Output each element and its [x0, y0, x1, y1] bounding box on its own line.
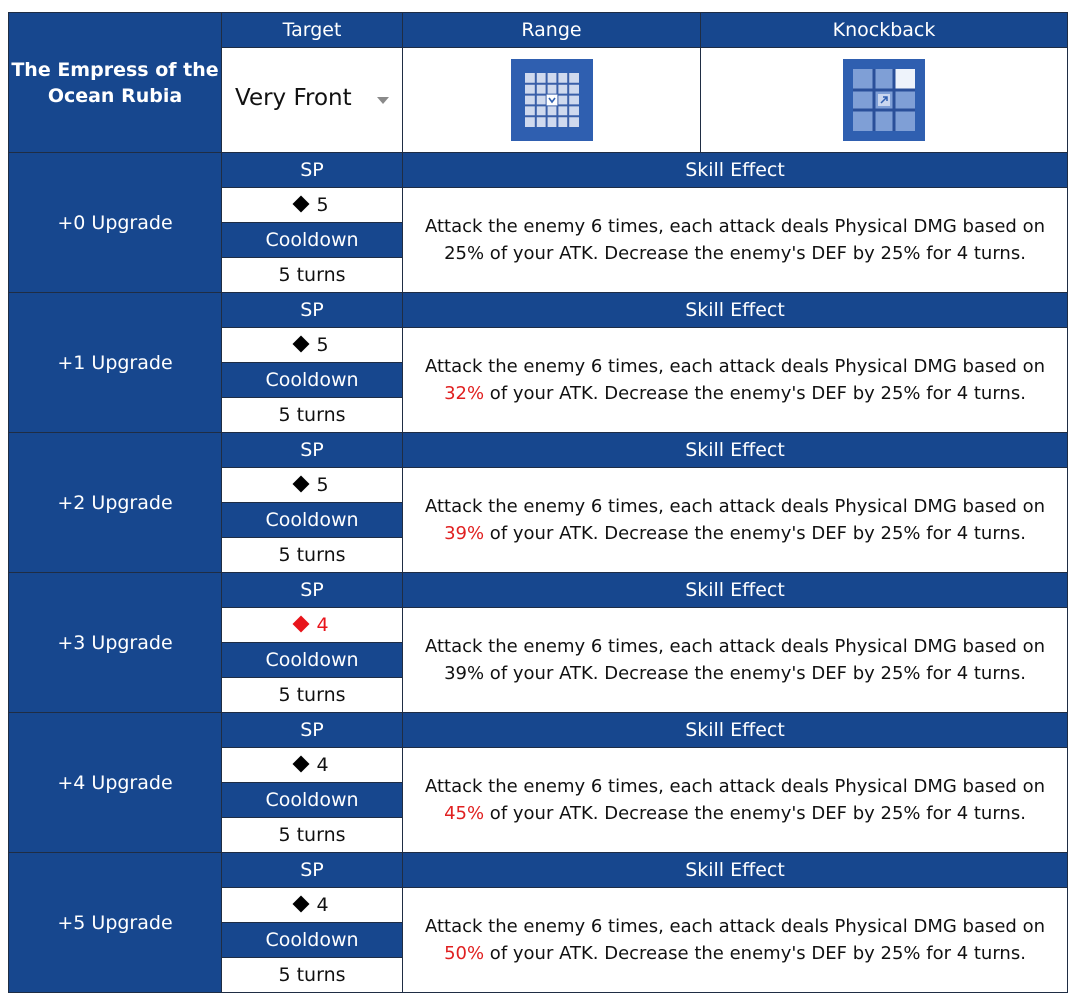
skill-effect-text: Attack the enemy 6 times, each attack deals Physical DMG based on 32% of your ATK. Decrease the enemy's DEF by 25% for 4 turns. — [403, 328, 1068, 433]
skill-effect-text: Attack the enemy 6 times, each attack deals Physical DMG based on 45% of your ATK. Decrease the enemy's DEF by 25% for 4 turns. — [403, 748, 1068, 853]
cooldown-value: 5 turns — [222, 258, 403, 293]
cooldown-header: Cooldown — [222, 363, 403, 398]
sp-value-cell — [222, 608, 403, 643]
sp-value: 5 — [316, 334, 329, 356]
cooldown-value: 5 turns — [222, 818, 403, 853]
target-header: Target — [222, 13, 403, 48]
sp-header: SP — [222, 853, 403, 888]
knockback-cell — [701, 48, 1068, 153]
sp-value: 5 — [316, 194, 329, 216]
sp-value-cell — [222, 328, 403, 363]
effect-percent: 45% — [444, 803, 485, 824]
sp-header: SP — [222, 573, 403, 608]
cooldown-header: Cooldown — [222, 223, 403, 258]
diamond-icon — [293, 196, 310, 213]
target-select[interactable] — [222, 48, 403, 153]
effect-percent: 39% — [444, 523, 485, 544]
skill-effect-header: Skill Effect — [403, 153, 1068, 188]
skill-effect-header: Skill Effect — [403, 853, 1068, 888]
sp-value: 4 — [316, 894, 329, 916]
sp-header: SP — [222, 433, 403, 468]
cooldown-header: Cooldown — [222, 643, 403, 678]
cooldown-value: 5 turns — [222, 678, 403, 713]
cooldown-header: Cooldown — [222, 783, 403, 818]
upgrade-label: +1 Upgrade — [9, 293, 222, 433]
skill-effect-text: Attack the enemy 6 times, each attack deals Physical DMG based on 39% of your ATK. Decrease the enemy's DEF by 25% for 4 turns. — [403, 608, 1068, 713]
upgrade-label: +2 Upgrade — [9, 433, 222, 573]
sp-value-cell — [222, 748, 403, 783]
upgrade-label: +4 Upgrade — [9, 713, 222, 853]
skill-effect-text: Attack the enemy 6 times, each attack deals Physical DMG based on 50% of your ATK. Decrease the enemy's DEF by 25% for 4 turns. — [403, 888, 1068, 993]
skill-table-wrapper — [8, 12, 1068, 993]
skill-effect-text: Attack the enemy 6 times, each attack deals Physical DMG based on 25% of your ATK. Decrease the enemy's DEF by 25% for 4 turns. — [403, 188, 1068, 293]
cooldown-value: 5 turns — [222, 538, 403, 573]
range-header: Range — [403, 13, 701, 48]
skill-table — [8, 12, 1068, 993]
cooldown-value: 5 turns — [222, 958, 403, 993]
skill-effect-header: Skill Effect — [403, 573, 1068, 608]
sp-header: SP — [222, 293, 403, 328]
sp-value: 5 — [316, 474, 329, 496]
cooldown-header: Cooldown — [222, 923, 403, 958]
effect-percent: 39% — [444, 663, 485, 684]
sp-value-cell — [222, 888, 403, 923]
sp-header: SP — [222, 713, 403, 748]
knockback-grid-icon — [843, 59, 925, 141]
sp-value: 4 — [316, 614, 329, 636]
diamond-icon — [293, 896, 310, 913]
skill-effect-header: Skill Effect — [403, 713, 1068, 748]
diamond-icon — [293, 336, 310, 353]
upgrade-label: +5 Upgrade — [9, 853, 222, 993]
target-value: Very Front — [235, 85, 352, 111]
range-cell — [403, 48, 701, 153]
diamond-icon — [293, 756, 310, 773]
skill-effect-header: Skill Effect — [403, 433, 1068, 468]
range-grid-icon — [511, 59, 593, 141]
sp-value-cell — [222, 188, 403, 223]
skill-effect-header: Skill Effect — [403, 293, 1068, 328]
diamond-icon — [293, 616, 310, 633]
upgrade-label: +3 Upgrade — [9, 573, 222, 713]
skill-effect-text: Attack the enemy 6 times, each attack deals Physical DMG based on 39% of your ATK. Decrease the enemy's DEF by 25% for 4 turns. — [403, 468, 1068, 573]
effect-percent: 50% — [444, 943, 485, 964]
sp-header: SP — [222, 153, 403, 188]
knockback-header: Knockback — [701, 13, 1068, 48]
upgrade-label: +0 Upgrade — [9, 153, 222, 293]
chevron-down-icon — [377, 97, 389, 104]
effect-percent: 32% — [444, 383, 485, 404]
sp-value: 4 — [316, 754, 329, 776]
character-name: The Empress of the Ocean Rubia — [9, 13, 222, 153]
effect-percent: 25% — [444, 243, 485, 264]
diamond-icon — [293, 476, 310, 493]
cooldown-value: 5 turns — [222, 398, 403, 433]
cooldown-header: Cooldown — [222, 503, 403, 538]
sp-value-cell — [222, 468, 403, 503]
